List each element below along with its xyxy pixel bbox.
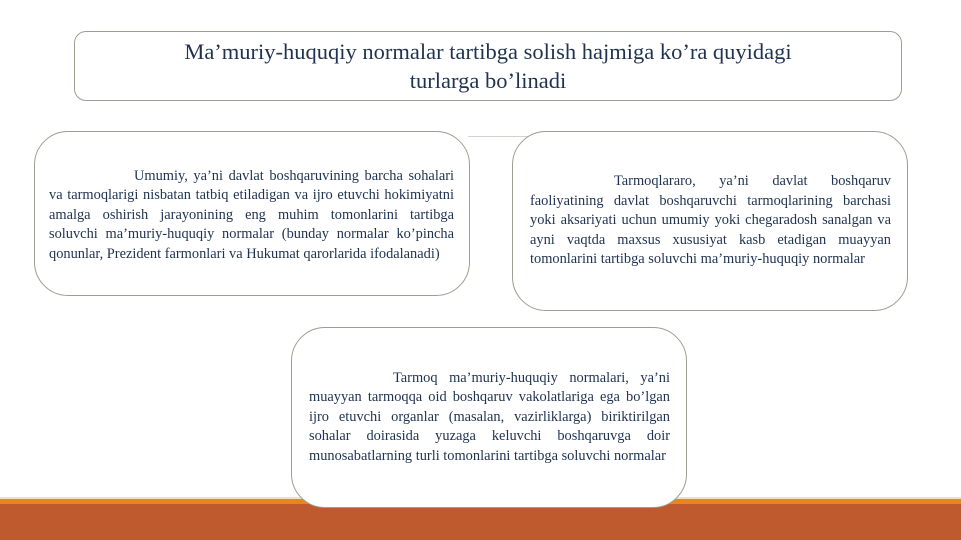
connector-line	[468, 136, 530, 137]
node-tarmoq	[291, 327, 687, 508]
title-box	[74, 31, 902, 101]
node-tarmoqlararo	[512, 131, 908, 311]
node-tarmoqlararo-text: Tarmoqlararo, ya’ni davlat boshqaruv faoliyatining davlat boshqaruvchi tarmoqlarining barchasi yoki aksariyati uchun umumiy yoki chegaradosh sanalgan va ayni vaqtda maxsus xususiyat kasb etadigan muayyan tomonlarini tartibga soluvchi ma’muriy-huquqiy normalar	[530, 173, 891, 268]
footer-band	[0, 504, 961, 540]
title-line-2: turlarga bo’linadi	[409, 68, 567, 93]
title-line-1: Ma’muriy-huquqiy normalar tartibga solish hajmiga ko’ra quyidagi	[184, 39, 792, 64]
slide-title	[164, 37, 811, 95]
node-umumiy	[34, 131, 470, 296]
node-umumiy-text: Umumiy, ya’ni davlat boshqaruvining barcha sohalari va tarmoqlarigi nisbatan tatbiq etiladigan va ijro etuvchi hokimiyatni amalga oshirish jarayonining eng muhim tomonlarini tartibga soluvchi ma’muriy-huquqiy normalar (bunday normalar ko’pincha qonunlar, Prezident farmonlari va Hukumat qarorlarida ifodalanadi)	[49, 167, 454, 262]
node-tarmoq-text: Tarmoq ma’muriy-huquqiy normalari, ya’ni muayyan tarmoqqa oid boshqaruv vakolatlariga ega bo’lgan ijro etuvchi organlar (masalan, vazirliklarga) biriktirilgan sohalar doirasida yuzaga keluvchi boshqaruvga doir munosabatlarning turli tomonlarini tartibga soluvchi normalar	[309, 369, 670, 464]
